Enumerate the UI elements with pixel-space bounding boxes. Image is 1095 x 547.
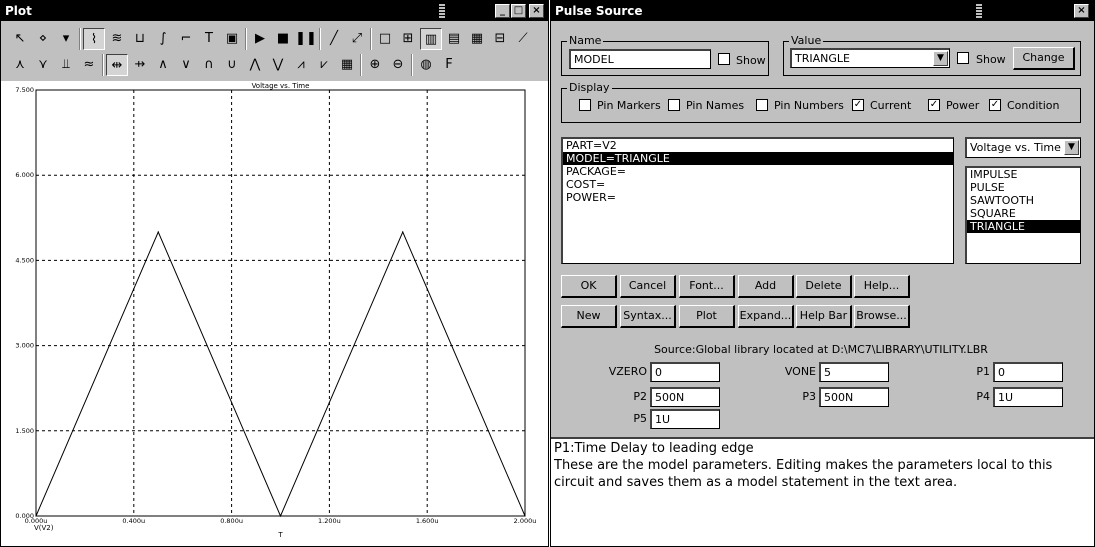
syntax-button[interactable]: Syntax... [620,305,676,328]
param-field-p4[interactable]: 1U [993,387,1063,407]
data-point [402,231,403,232]
inflection-icon[interactable]: ∨ [181,57,191,72]
font-icon[interactable]: F [445,57,453,72]
plot-titlebar-grip[interactable] [439,4,445,18]
x-tick-label: 0.400u [122,517,146,525]
font-button[interactable]: Font... [679,275,735,298]
display-option-label: Pin Names [686,99,745,112]
plot-maximize-button[interactable]: □ [511,4,526,18]
pulse-window-title: Pulse Source [555,4,643,18]
line-tool-icon[interactable]: ╱ [330,31,338,46]
graph2-icon[interactable]: ≋ [111,31,123,46]
source-text: Source:Global library located at D:\MC7\LIBRARY\UTILITY.LBR [654,343,988,356]
plot-area[interactable] [1,81,549,547]
value-combo[interactable] [790,48,950,68]
slope-icon[interactable]: ∧ [158,57,168,72]
help-button[interactable]: Help... [854,275,910,298]
min-icon[interactable]: ∪ [227,57,237,72]
param-label-vone: VONE [784,365,816,378]
plot-type-combo[interactable] [965,137,1081,158]
y-tick-label: 6.000 [15,171,34,180]
grid-icon[interactable]: ⊞ [402,31,414,46]
toolbar-separator [411,54,413,76]
name-field[interactable]: MODEL [569,49,711,69]
attribute-item[interactable]: COST= [566,178,606,191]
model-item[interactable]: TRIANGLE [967,220,1080,233]
param-label-p4: P4 [976,390,990,403]
data-point [280,515,281,516]
cursor-right-icon[interactable]: ⇸ [134,57,146,72]
split-icon[interactable]: ⊟ [494,31,506,46]
zoom-in-icon[interactable]: ⊕ [369,57,381,72]
model-item[interactable]: SQUARE [970,207,1016,220]
attribute-item[interactable]: PACKAGE= [566,165,626,178]
bracket-icon[interactable]: ⊔ [134,31,146,46]
param-field-p1[interactable]: 0 [993,362,1063,382]
plot-button[interactable]: Plot [679,305,735,328]
display-option-label: Condition [1007,99,1060,112]
name-group-label: Name [569,34,602,47]
value-show-label: Show [976,53,1006,66]
toolbar-separator [245,28,247,50]
x-tick-label: 0.000u [24,517,48,525]
help-text: These are the model parameters. Editing makes the parameters local to this circuit and saves them as a model statement in the text area. [554,458,1053,490]
display-condition-checkbox[interactable]: ✓ [990,99,1000,110]
wave2-icon[interactable]: ⋁ [272,57,284,72]
dropdown-icon[interactable]: ▾ [62,31,70,46]
text-tool-icon[interactable]: T [205,31,213,46]
display-option-label: Pin Numbers [774,99,844,112]
toolbar-separator [319,28,321,50]
scope-icon[interactable]: ⟋ [518,31,528,46]
pulse-source-window [550,0,1095,547]
param-label-p5: P5 [633,412,647,425]
display-pin-numbers-checkbox[interactable] [756,99,768,111]
plot-frame [36,90,525,516]
param-field-vone[interactable]: 5 [819,362,889,382]
attribute-item[interactable]: POWER= [566,191,616,204]
cancel-button[interactable]: Cancel [620,275,676,298]
add-button[interactable]: Add [738,275,794,298]
param-label-p1: P1 [976,365,990,378]
pulse-close-button[interactable]: × [1074,4,1089,18]
low-icon[interactable]: ≈ [83,57,95,72]
param-field-p2[interactable]: 500N [650,387,720,407]
data-point [35,515,36,516]
expand-button[interactable]: Expand... [738,305,794,328]
attribute-item[interactable]: PART=V2 [566,139,617,152]
model-item[interactable]: PULSE [970,181,1005,194]
y-tick-label: 7.500 [15,86,34,94]
toolbar-separator [79,28,81,50]
plot-window-title: Plot [5,4,32,18]
pause-icon[interactable]: ❚❚ [295,31,317,46]
y-tick-label: 1.500 [15,426,34,435]
value-combo-text: TRIANGLE [795,52,850,65]
help-title: P1:Time Delay to leading edge [554,441,754,456]
table-icon[interactable]: ▦ [340,57,354,72]
voltage-time-chart[interactable] [1,81,549,547]
plot-minimize-button[interactable]: _ [495,4,510,18]
chevron-down-icon[interactable]: ▼ [933,51,948,66]
new-button[interactable]: New [561,305,617,328]
wave-icon[interactable]: ⋀ [249,57,261,72]
diagonal-line-icon[interactable]: ⤢ [351,31,363,46]
node-icon[interactable]: ⋄ [38,31,48,46]
chart-icon[interactable]: ∫ [159,31,167,46]
display-option-label: Power [946,99,980,112]
y-tick-label: 4.500 [15,256,34,265]
attribute-item[interactable]: MODEL=TRIANGLE [563,152,953,165]
plot-toolbar-row2 [9,52,544,78]
change-button[interactable]: Change [1013,47,1075,70]
plot-close-button[interactable]: × [529,4,544,18]
graph-icon[interactable]: ⌇ [83,28,105,50]
wave4-icon[interactable]: ⩗ [320,57,328,72]
cursor-left-icon[interactable]: ⇹ [106,54,128,76]
param-label-p3: P3 [802,390,816,403]
peak-icon[interactable]: ⋏ [15,57,25,72]
display-option-label: Pin Markers [597,99,661,112]
display-power-checkbox[interactable]: ✓ [929,99,939,110]
toolbar-separator [102,54,104,76]
grid-fine-icon[interactable]: ▥ [420,28,442,50]
high-icon[interactable]: ⫫ [62,57,70,72]
grid-box-icon[interactable]: ▦ [470,31,484,46]
x-axis-label: T [278,531,283,539]
ok-button[interactable]: OK [561,275,617,298]
value-show-checkbox[interactable] [957,52,969,64]
data-point [524,515,525,516]
chart2-icon[interactable]: ⌐ [180,31,192,46]
data-point [158,231,159,232]
chart-title: Voltage vs. Time [251,82,310,90]
grid-lines-icon[interactable]: ▤ [447,31,461,46]
display-option-label: Current [870,99,912,112]
y-tick-label: 0.000 [15,512,34,520]
play-icon[interactable]: ▶ [255,31,265,46]
display-pin-markers-checkbox[interactable] [579,99,591,111]
max-icon[interactable]: ∩ [204,57,214,72]
pulse-titlebar-grip[interactable] [976,4,982,18]
delete-button[interactable]: Delete [796,275,852,298]
x-tick-label: 0.800u [220,517,243,525]
stop-icon[interactable]: ■ [276,31,290,46]
y-tick-label: 3.000 [15,341,34,350]
arrow-select-icon[interactable]: ↖ [14,31,26,46]
help-bar-button[interactable]: Help Bar [796,305,852,328]
name-show-checkbox[interactable] [718,53,730,65]
attribute-list[interactable] [561,137,954,264]
display-current-checkbox[interactable]: ✓ [853,99,863,110]
model-list[interactable] [965,166,1081,264]
param-field-vzero[interactable]: 0 [650,362,720,382]
browse-button[interactable]: Browse... [854,305,910,328]
model-item[interactable]: SAWTOOTH [970,194,1035,207]
wave3-icon[interactable]: ⩘ [297,57,305,72]
value-group-label: Value [791,34,822,47]
options-icon[interactable]: ▣ [225,31,239,46]
plot-toolbar-row1 [9,26,544,52]
model-item[interactable]: IMPULSE [970,168,1018,181]
x-tick-label: 1.200u [318,517,341,525]
toolbar-separator [360,54,362,76]
pulse-titlebar[interactable] [551,1,1094,21]
x-tick-label: 2.000u [513,517,537,525]
help-bar [551,437,1094,546]
chevron-down-icon[interactable]: ▼ [1064,140,1079,155]
display-group-label: Display [569,81,610,94]
box-icon[interactable]: □ [378,31,392,46]
y-axis-label: V(V2) [34,524,54,532]
param-field-p3[interactable]: 500N [819,387,889,407]
plot-type-text: Voltage vs. Time [970,141,1061,154]
globe-icon[interactable]: ◍ [420,57,432,72]
zoom-out-icon[interactable]: ⊖ [392,57,404,72]
x-tick-label: 1.600u [415,517,439,525]
param-label-vzero: VZERO [608,365,647,378]
name-show-label: Show [736,54,766,67]
display-pin-names-checkbox[interactable] [668,99,680,111]
valley-icon[interactable]: ⋎ [38,57,48,72]
plot-titlebar[interactable] [1,1,548,21]
param-field-p5[interactable]: 1U [650,409,720,429]
param-label-p2: P2 [633,390,647,403]
toolbar-separator [370,28,372,50]
